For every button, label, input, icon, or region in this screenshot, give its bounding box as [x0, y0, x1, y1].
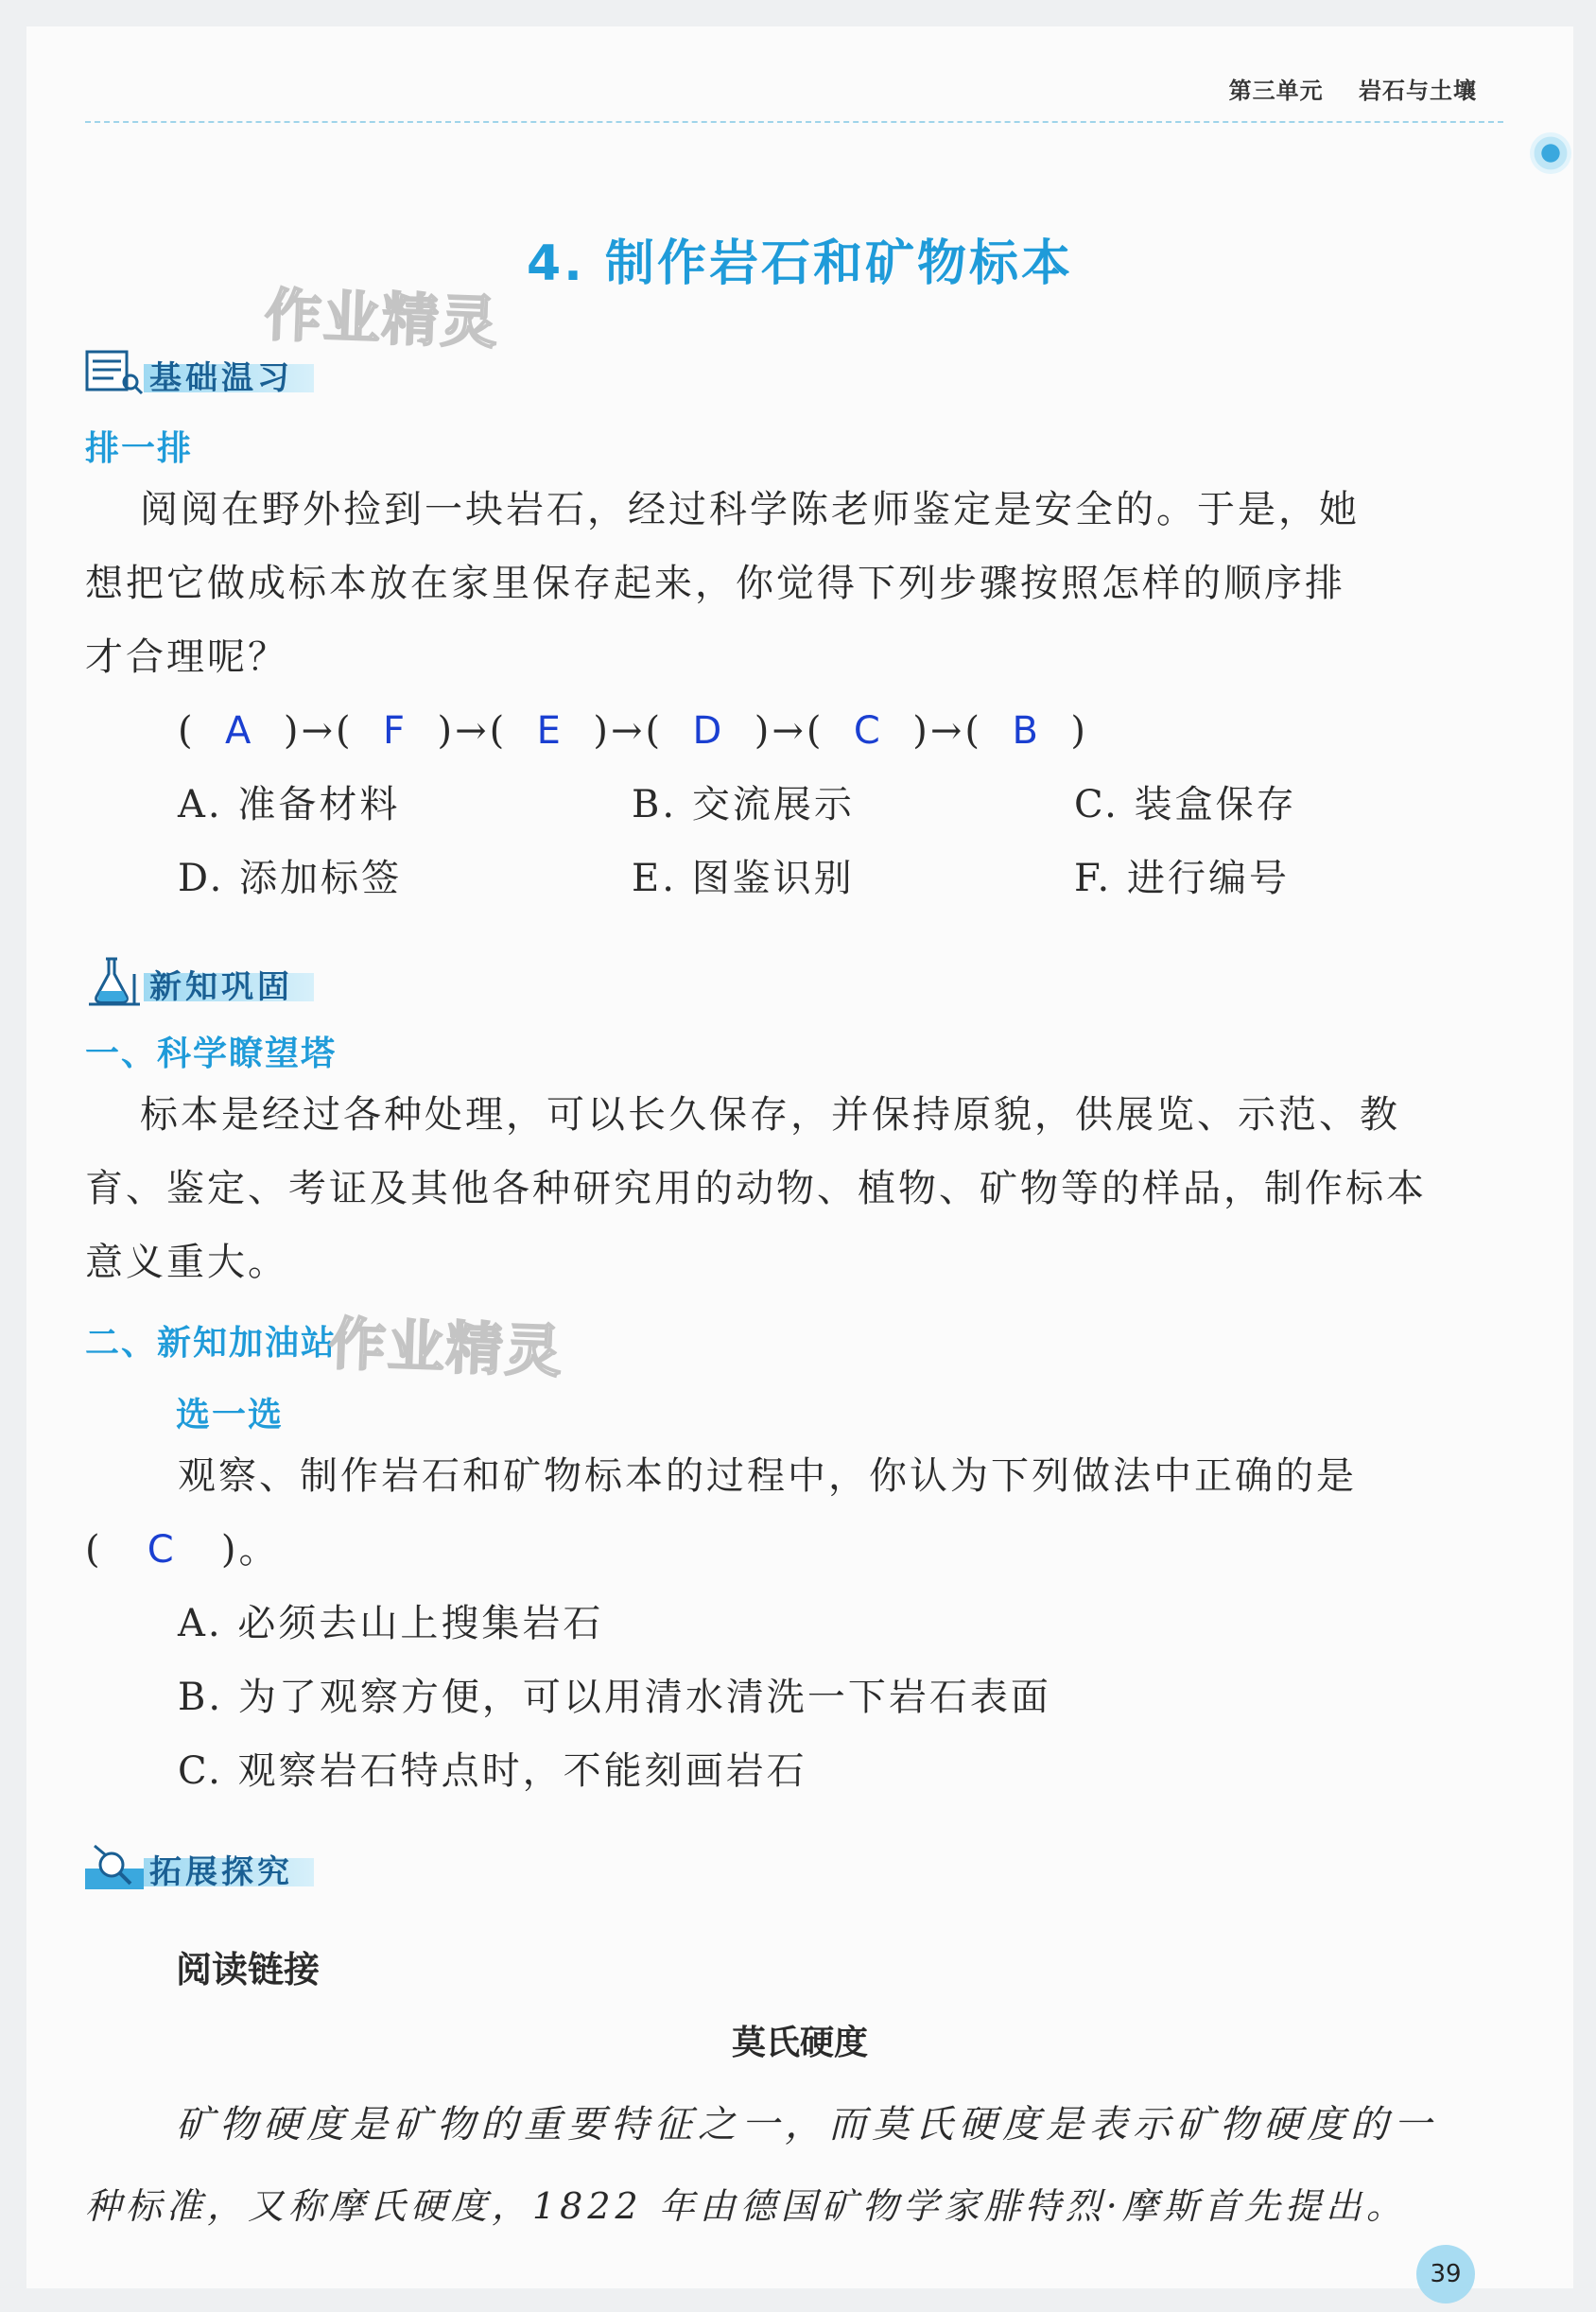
question-text: 观察、制作岩石和矿物标本的过程中，你认为下列做法中正确的是 [178, 1454, 1357, 1498]
order-answer: A [225, 709, 254, 753]
watermark: 作业精灵 [327, 1311, 564, 1386]
magnifier-icon [85, 1840, 144, 1891]
reading-link-title: 阅读链接 [176, 1949, 321, 1990]
order-answer: C [853, 709, 883, 753]
banner-label: 拓展探究 [144, 1858, 314, 1886]
paragraph-line: 育、鉴定、考证及其他各种研究用的动物、植物、矿物等的样品，制作标本 [85, 1167, 1427, 1210]
sub-heading-ordering: 排一排 [85, 429, 194, 468]
order-answer: E [536, 709, 564, 753]
sub-heading-choose: 选一选 [176, 1396, 285, 1434]
option-item: A. 准备材料 [178, 783, 401, 826]
answer-bracket: ( C )。 [85, 1528, 280, 1572]
order-answer: D [692, 709, 725, 753]
decorative-dot-icon [1530, 132, 1571, 174]
watermark: 作业精灵 [263, 282, 500, 357]
article-line: 矿物硬度是矿物的重要特征之一，而莫氏硬度是表示矿物硬度的一 [176, 2103, 1437, 2147]
choice-answer: C [147, 1528, 177, 1572]
banner-label: 基础温习 [144, 364, 314, 392]
paragraph-line: 标本是经过各种处理，可以长久保存，并保持原貌，供展览、示范、教 [140, 1093, 1400, 1137]
flask-icon [85, 955, 144, 1006]
paragraph-line: 才合理呢？ [85, 635, 288, 679]
order-answer: F [383, 709, 408, 753]
choice-item: B. 为了观察方便，可以用清水清洗一下岩石表面 [178, 1676, 1051, 1719]
paragraph-line: 阅阅在野外捡到一块岩石，经过科学陈老师鉴定是安全的。于是，她 [140, 488, 1360, 531]
page [26, 26, 1573, 2288]
option-item: B. 交流展示 [632, 783, 855, 826]
option-item: C. 装盒保存 [1074, 783, 1297, 826]
choice-item: C. 观察岩石特点时，不能刻画岩石 [178, 1749, 807, 1793]
article-line: 种标准，又称摩氏硬度，1822 年由德国矿物学家腓特烈·摩斯首先提出。 [85, 2185, 1407, 2227]
paragraph-line: 意义重大。 [85, 1241, 288, 1284]
header-divider [85, 121, 1503, 123]
running-header [1080, 72, 1573, 105]
order-answer: B [1012, 709, 1041, 753]
article-title: 莫氏硬度 [731, 2024, 868, 2062]
unit-label: 第三单元 [1228, 78, 1324, 104]
page-number: 39 [1416, 2245, 1475, 2303]
option-item: E. 图鉴识别 [632, 857, 855, 900]
sub-heading-science: 一、科学瞭望塔 [85, 1034, 338, 1073]
notebook-icon [85, 346, 144, 397]
banner-basic-review [85, 346, 314, 397]
sub-heading-new-knowledge: 二、新知加油站 [85, 1324, 338, 1363]
option-item: F. 进行编号 [1074, 857, 1290, 900]
banner-new-knowledge [85, 955, 314, 1006]
paragraph-line: 想把它做成标本放在家里保存起来，你觉得下列步骤按照怎样的顺序排 [85, 562, 1345, 605]
banner-extension [85, 1840, 314, 1891]
topic-label: 岩石与土壤 [1359, 78, 1477, 104]
choice-item: A. 必须去山上搜集岩石 [178, 1602, 604, 1645]
page-title: 4. 制作岩石和矿物标本 [526, 235, 1074, 292]
option-item: D. 添加标签 [178, 857, 403, 900]
order-answer-row: ( A )→( F )→( E )→( D )→( C )→( B ) [178, 709, 1088, 753]
banner-label: 新知巩固 [144, 973, 314, 1001]
